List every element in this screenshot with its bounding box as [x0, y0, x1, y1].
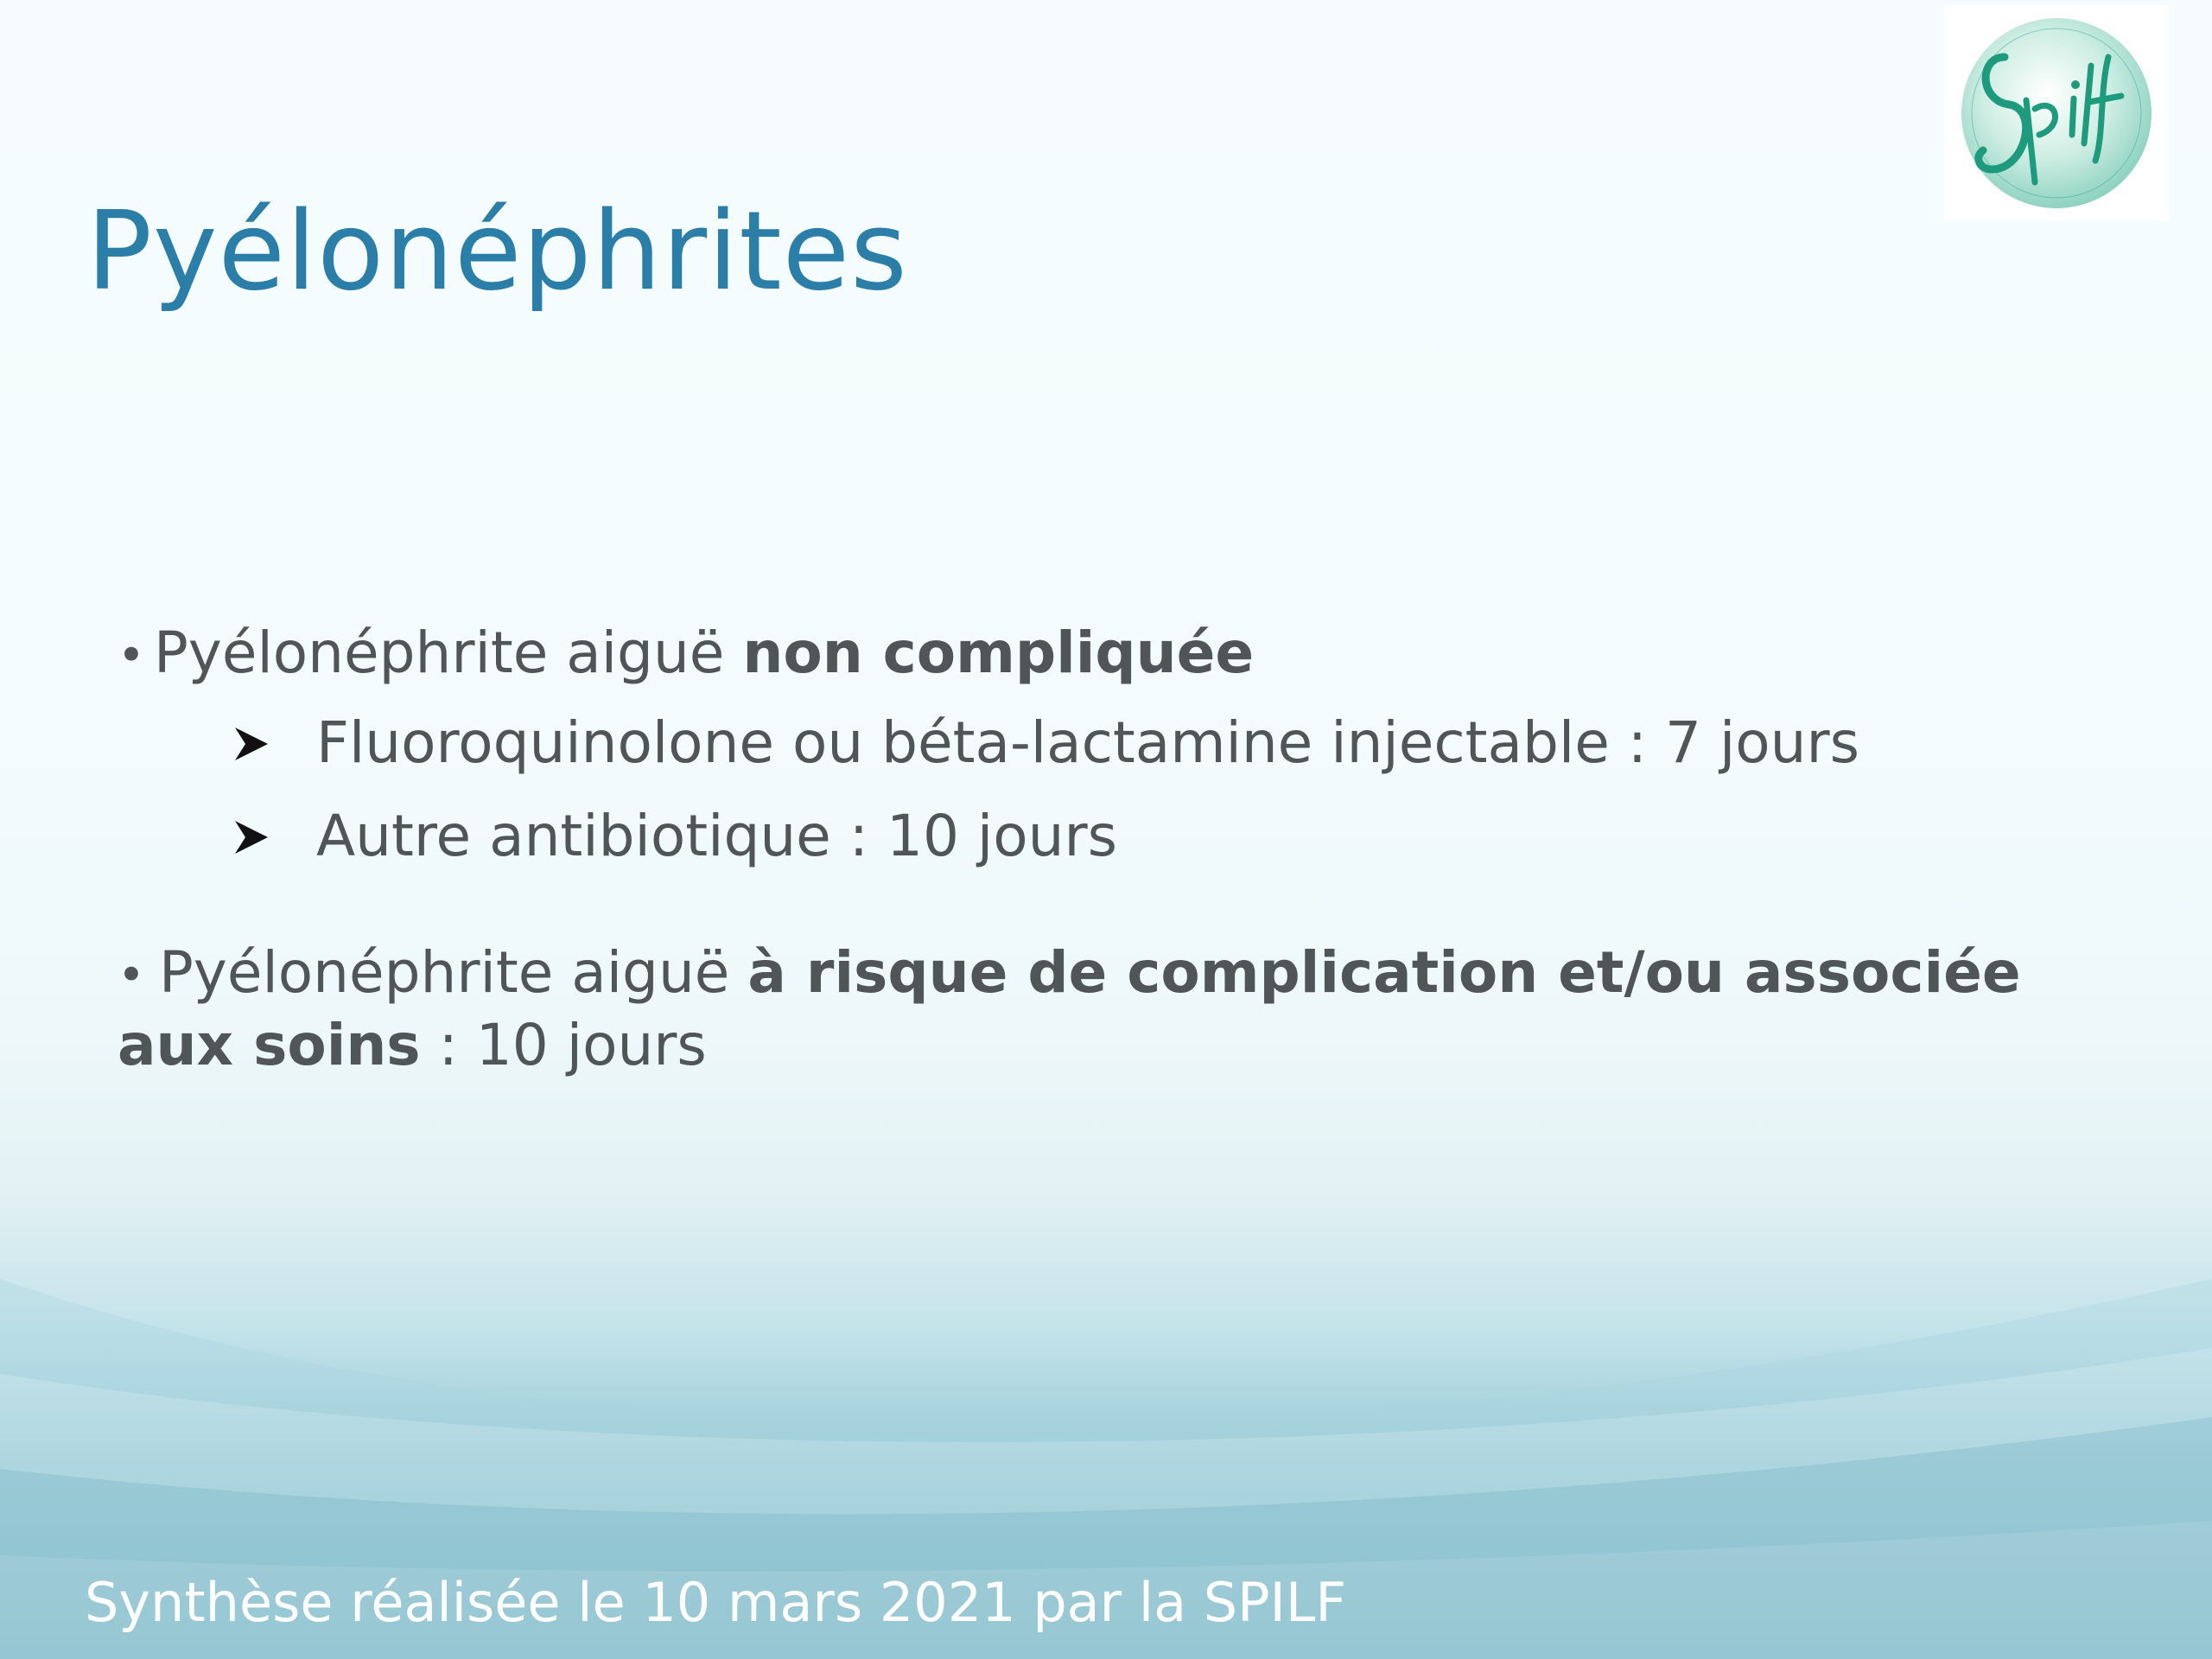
spilf-logo	[1944, 5, 2169, 221]
bullet-2-continuation	[118, 1011, 707, 1079]
bullet-2-bold: à risque de complication et/ou associée	[747, 939, 2021, 1006]
bullet-2-bold-cont: aux soins	[118, 1012, 421, 1078]
footer-text: Synthèse réalisée le 10 mars 2021 par la SPILF	[85, 1571, 1347, 1634]
bullet-1-text: Pyélonéphrite aiguë	[154, 620, 743, 686]
slide-title: Pyélonéphrites	[86, 188, 908, 315]
bullet-2-text: Pyélonéphrite aiguë	[159, 939, 748, 1006]
arrow-bullet-icon	[232, 817, 271, 857]
subitem-1: Fluoroquinolone ou béta-lactamine injectable : 7 jours	[316, 709, 1860, 776]
bullet-1-bold: non compliquée	[742, 620, 1255, 686]
bullet-1	[154, 619, 1254, 687]
bullet-dot: •	[118, 628, 145, 683]
bullet-2	[159, 938, 2021, 1007]
bullet-dot: •	[118, 948, 145, 1002]
arrow-bullet-icon	[232, 724, 271, 764]
subitem-2: Autre antibiotique : 10 jours	[316, 803, 1117, 869]
bullet-2-suffix: : 10 jours	[420, 1012, 707, 1078]
